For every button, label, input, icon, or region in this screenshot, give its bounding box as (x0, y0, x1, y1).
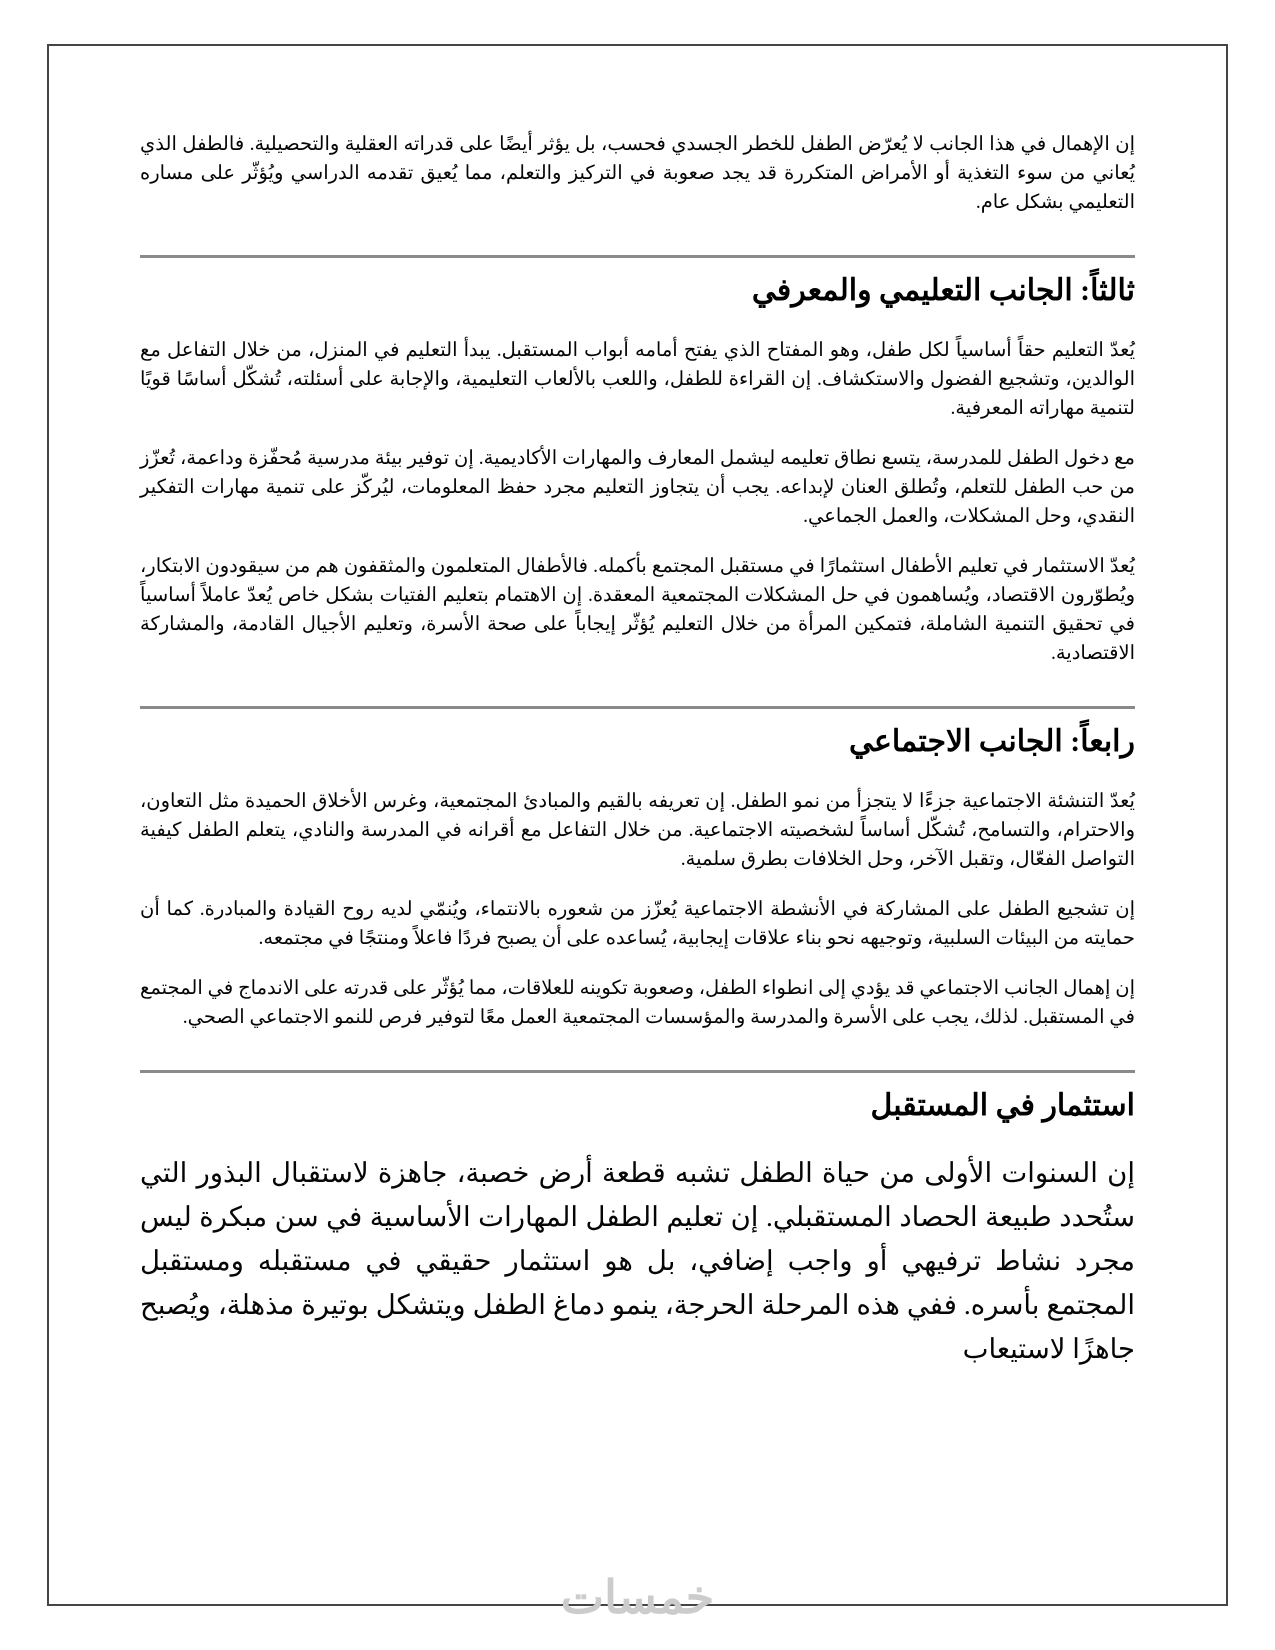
education-paragraph-3: يُعدّ الاستثمار في تعليم الأطفال استثمارًا في مستقبل المجتمع بأكمله. فالأطفال المتعلمون والمثقفون هم من سيقودون الابتكار، ويُطوّرون الاقتصاد، ويُساهمون في حل المشكلات المجتمعية المعقدة. إن الاهتمام بتعليم الفتيات بشكل خاص يُعدّ عاملاً أساسياً في تحقيق التنمية الشاملة، فتمكين المرأة من خلال التعليم يُؤثّر إيجاباً على صحة الأسرة، وتعليم الأجيال القادمة، والمشاركة الاقتصادية. (140, 556, 1136, 664)
section-heading-education: ثالثاً: الجانب التعليمي والمعرفي (751, 274, 1135, 307)
section-divider (140, 706, 1135, 709)
section-heading-investment: استثمار في المستقبل (870, 1089, 1135, 1122)
education-paragraph-1: يُعدّ التعليم حقاً أساسياً لكل طفل، وهو المفتاح الذي يفتح أمامه أبواب المستقبل. يبدأ التعليم في المنزل، من خلال التفاعل مع الوالدين، وتشجيع الفضول والاستكشاف. إن القراءة للطفل، واللعب بالألعاب التعليمية، والإجابة على أسئلته، تُشكّل أساسًا قويًا لتنمية مهاراته المعرفية. (140, 340, 1135, 419)
education-paragraph-2: مع دخول الطفل للمدرسة، يتسع نطاق تعليمه ليشمل المعارف والمهارات الأكاديمية. إن توفير بيئة مدرسية مُحفّزة وداعمة، تُعزّز من حب الطفل للتعلم، وتُطلق العنان لإبداعه. يجب أن يتجاوز التعليم مجرد حفظ المعلومات، ليُركّز على تنمية مهارات التفكير النقدي، وحل المشكلات، والعمل الجماعي. (140, 448, 1135, 527)
document-content (140, 130, 1135, 1371)
social-paragraph-3: إن إهمال الجانب الاجتماعي قد يؤدي إلى انطواء الطفل، وصعوبة تكوينه للعلاقات، مما يُؤثّر على قدرته على الاندماج في المجتمع في المستقبل. لذلك، يجب على الأسرة والمدرسة والمؤسسات المجتمعية العمل معًا لتوفير فرص للنمو الاجتماعي الصحي. (139, 978, 1135, 1028)
section-divider (140, 1070, 1135, 1073)
social-paragraph-1: يُعدّ التنشئة الاجتماعية جزءًا لا يتجزأ من نمو الطفل. إن تعريفه بالقيم والمبادئ المجتمعية، وغرس الأخلاق الحميدة مثل التعاون، والاحترام، والتسامح، تُشكّل أساساً لشخصيته الاجتماعية. من خلال التفاعل مع أقرانه في المدرسة والنادي، يتعلم الطفل كيفية التواصل الفعّال، وتقبل الآخر، وحل الخلافات بطرق سلمية. (140, 791, 1135, 870)
intro-paragraph: إن الإهمال في هذا الجانب لا يُعرّض الطفل للخطر الجسدي فحسب، بل يؤثر أيضًا على قدراته العقلية والتحصيلية. فالطفل الذي يُعاني من سوء التغذية أو الأمراض المتكررة قد يجد صعوبة في التركيز والتعلم، مما يُعيق تقدمه الدراسي ويُؤثّر على مساره التعليمي بشكل عام. (140, 134, 1135, 213)
watermark-logo: خمسات (560, 1572, 715, 1623)
section-divider (140, 255, 1135, 258)
section-heading-social: رابعاً: الجانب الاجتماعي (849, 725, 1135, 758)
closing-paragraph: إن السنوات الأولى من حياة الطفل تشبه قطعة أرض خصبة، جاهزة لاستقبال البذور التي ستُحدد طبيعة الحصاد المستقبلي. إن تعليم الطفل المهارات الأساسية في سن مبكرة ليس مجرد نشاط ترفيهي أو واجب إضافي، بل هو استثمار حقيقي في مستقبله ومستقبل المجتمع بأسره. ففي هذه المرحلة الحرجة، ينمو دماغ الطفل ويتشكل بوتيرة مذهلة، ويُصبح جاهزًا لاستيعاب (140, 1157, 1135, 1364)
social-paragraph-2: إن تشجيع الطفل على المشاركة في الأنشطة الاجتماعية يُعزّز من شعوره بالانتماء، ويُنمّي لديه روح القيادة والمبادرة. كما أن حمايته من البيئات السلبية، وتوجيهه نحو بناء علاقات إيجابية، يُساعده على أن يصبح فردًا فاعلاً ومنتجًا في مجتمعه. (140, 899, 1135, 949)
